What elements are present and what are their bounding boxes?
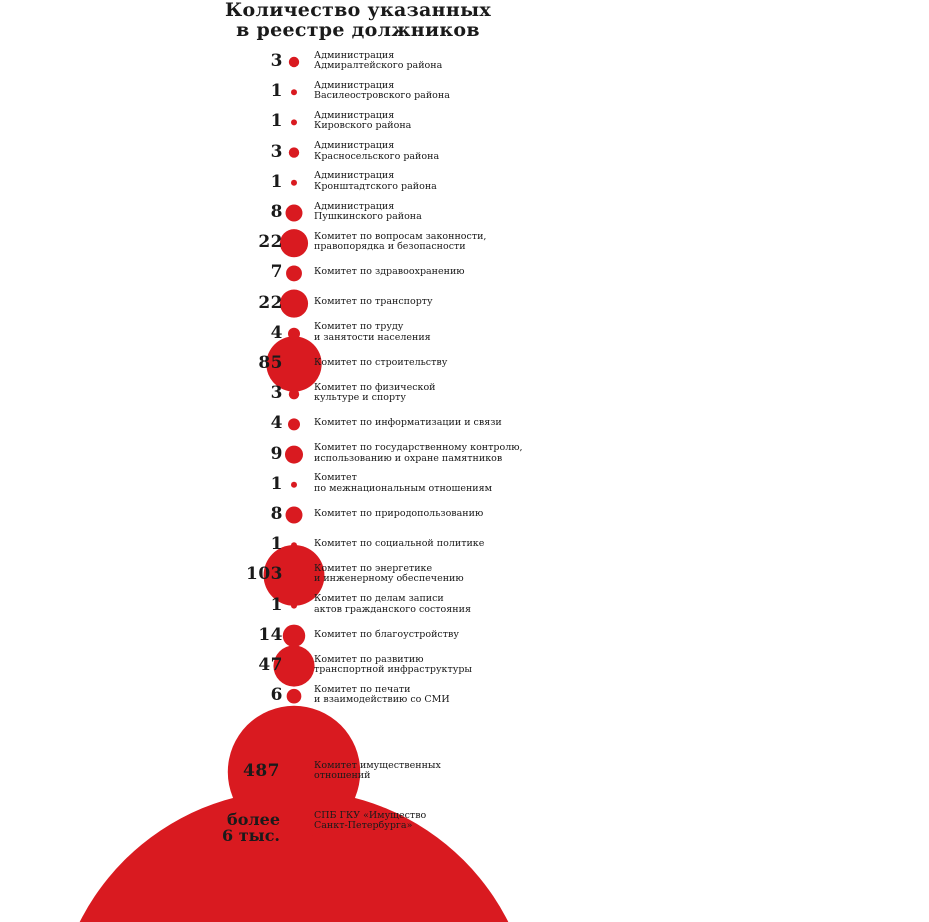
row-count-16: 1	[270, 534, 283, 555]
row-label-17-line-0: Комитет по энергетике	[314, 562, 433, 574]
row-count-21: 6	[270, 685, 283, 706]
row-label-2-line-1: Кировского района	[314, 120, 412, 132]
bubble-13	[285, 446, 303, 464]
row-label-4-line-0: Администрация	[314, 170, 395, 182]
row-label-13-line-1: использованию и охране памятников	[314, 452, 503, 464]
row-label-21	[314, 685, 554, 706]
row-label-20-line-1: транспортной инфраструктуры	[314, 664, 472, 675]
row-count-15: 8	[270, 504, 283, 524]
row-count-14: 1	[270, 473, 283, 494]
bubble-18	[291, 603, 297, 609]
row-label-16	[314, 539, 554, 550]
bubble-3	[289, 147, 299, 157]
row-label-23-line-1: Санкт-Петербурга»	[314, 820, 413, 831]
bubble-1	[291, 89, 297, 95]
row-label-0	[314, 51, 554, 72]
row-count-20: 47	[258, 655, 283, 675]
row-label-10	[314, 358, 554, 369]
bubble-4	[291, 180, 297, 186]
row-label-23	[314, 811, 554, 832]
row-count-23-line-1: 6 тыс.	[222, 826, 280, 845]
row-count-19: 14	[258, 624, 283, 645]
row-count-23-line-0: более	[227, 810, 280, 829]
row-label-13-line-0: Комитет по государственному контролю,	[314, 442, 523, 454]
row-label-21-line-1: и взаимодействию со СМИ	[314, 694, 450, 706]
row-label-8	[314, 297, 554, 308]
row-count-0: 3	[270, 51, 283, 71]
row-label-17	[314, 564, 554, 585]
bubble-9	[288, 328, 300, 340]
row-count-10: 85	[258, 353, 283, 373]
row-label-22	[314, 761, 554, 782]
row-count-12: 4	[270, 413, 283, 434]
row-count-22: 487	[243, 761, 280, 781]
row-label-9-line-1: и занятости населения	[314, 331, 431, 343]
row-label-2	[314, 111, 554, 132]
row-label-16-line-0: Комитет по социальной политике	[314, 537, 485, 549]
row-label-22-line-0: Комитет имущественных	[314, 759, 441, 771]
chart-title-line-2: в реестре должников	[236, 19, 480, 41]
row-count-6: 22	[258, 232, 283, 253]
chart-title-line-1: Количество указанных	[224, 0, 492, 21]
row-count-8: 22	[258, 292, 283, 313]
row-label-15	[314, 509, 554, 520]
row-count-2: 1	[270, 111, 283, 132]
row-label-12	[314, 418, 554, 429]
row-count-3: 3	[270, 141, 283, 162]
row-label-3	[314, 141, 554, 162]
row-count-13: 9	[270, 443, 283, 464]
row-label-6-line-0: Комитет по вопросам законности,	[314, 230, 487, 242]
bubble-14	[291, 482, 297, 488]
row-label-3-line-1: Красносельского района	[314, 150, 440, 162]
row-label-22-line-1: отношений	[314, 770, 371, 781]
row-label-23-line-0: СПБ ГКУ «Имущество	[314, 809, 427, 821]
row-label-13	[314, 443, 554, 464]
row-label-14	[314, 473, 554, 494]
row-label-7	[314, 267, 554, 278]
row-label-20-line-0: Комитет по развитию	[314, 653, 424, 665]
row-label-11-line-0: Комитет по физической	[314, 381, 436, 393]
row-label-1-line-0: Администрация	[314, 79, 395, 91]
row-label-8-line-0: Комитет по транспорту	[314, 296, 433, 308]
bubble-11	[289, 389, 299, 399]
bubble-21	[287, 689, 302, 704]
row-count-18: 1	[270, 594, 283, 615]
row-label-18-line-0: Комитет по делам записи	[314, 593, 444, 605]
row-label-12-line-0: Комитет по информатизации и связи	[314, 417, 502, 429]
row-count-7: 7	[270, 262, 283, 283]
row-label-19-line-0: Комитет по благоустройству	[314, 628, 459, 640]
bubble-16	[291, 542, 297, 548]
chart-title	[208, 0, 508, 40]
row-label-18-line-1: актов гражданского состояния	[314, 603, 471, 615]
bubble-2	[291, 119, 297, 125]
row-label-21-line-0: Комитет по печати	[314, 683, 411, 695]
row-label-11-line-1: культуре и спорту	[314, 392, 406, 404]
row-label-18	[314, 594, 554, 615]
row-label-14-line-0: Комитет	[314, 472, 357, 484]
bubble-15	[286, 507, 303, 524]
row-label-19	[314, 630, 554, 641]
row-label-14-line-1: по межнациональным отношениям	[314, 482, 493, 494]
bubble-19	[283, 625, 305, 647]
row-label-3-line-0: Администрация	[314, 140, 395, 152]
row-count-5: 8	[270, 202, 283, 222]
bubble-5	[286, 205, 303, 222]
bubble-8	[280, 290, 308, 318]
row-label-9	[314, 322, 554, 343]
row-label-1	[314, 81, 554, 102]
row-label-4-line-1: Кронштадтского района	[314, 180, 437, 192]
row-label-1-line-1: Василеостровского района	[314, 90, 450, 102]
row-label-6	[314, 232, 554, 253]
row-count-17: 103	[246, 564, 283, 585]
row-count-4: 1	[270, 171, 283, 192]
row-count-1: 1	[270, 81, 283, 102]
row-count-11: 3	[270, 383, 283, 404]
row-count-23	[160, 812, 280, 844]
row-count-9: 4	[270, 322, 283, 343]
row-label-5-line-1: Пушкинского района	[314, 211, 422, 222]
row-label-4	[314, 171, 554, 192]
row-label-6-line-1: правопорядка и безопасности	[314, 241, 466, 253]
row-label-10-line-0: Комитет по строительству	[314, 356, 448, 368]
row-label-5-line-0: Администрация	[314, 200, 395, 212]
row-label-0-line-0: Администрация	[314, 49, 395, 61]
row-label-17-line-1: и инженерному обеспечению	[314, 573, 464, 585]
row-label-5	[314, 202, 554, 223]
row-label-9-line-0: Комитет по труду	[314, 321, 404, 333]
row-label-0-line-1: Адмиралтейского района	[314, 60, 443, 71]
row-label-11	[314, 383, 554, 404]
bubble-12	[288, 418, 300, 430]
row-label-15-line-0: Комитет по природопользованию	[314, 507, 484, 519]
row-label-7-line-0: Комитет по здравоохранению	[314, 266, 465, 278]
row-label-20	[314, 655, 554, 676]
bubble-7	[286, 265, 302, 281]
bubble-0	[289, 57, 299, 67]
bubble-6	[280, 229, 308, 257]
row-label-2-line-0: Администрация	[314, 109, 395, 121]
